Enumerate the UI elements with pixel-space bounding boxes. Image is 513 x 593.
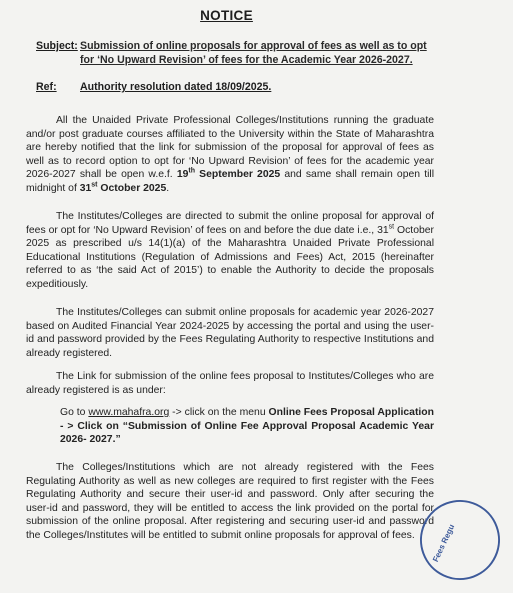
paragraph-1: All the Unaided Private Professional Colleges/Institutions running the graduate and/or post graduate courses affiliated to the University within the State of Maharashtra are hereby notified that the link for submission of the proposal for approval of fees as well as to record option to opt for ‘No Upward Revision’ of fees for the academic year 2026-2027 shall be open w.e.f. 19th September 2025 and same shall remain open till midnight of 31st October 2025. bbox=[26, 115, 435, 194]
ref-label: Ref: bbox=[36, 81, 57, 93]
portal-link[interactable]: www.mahafra.org bbox=[88, 407, 170, 418]
open-date: 19th September 2025 bbox=[176, 167, 281, 181]
paragraph-3: The Institutes/Colleges can submit online proposals for academic year 2026-2027 based on Audited Financial Year 2024-2025 by accessing the portal and using the user-id and password provided by the Fees Regulating Authority to respective Institutions and already registered. bbox=[26, 307, 434, 359]
authority-stamp: Fees Regu bbox=[407, 487, 513, 593]
portal-instructions: Go to www.mahafra.org -> click on the menu Online Fees Proposal Application - > Click on “Submission of Online Fee Approval Proposal Academic Year 2026- 2027.” bbox=[60, 407, 434, 446]
subject-label: Subject: bbox=[36, 40, 78, 52]
page-title: NOTICE bbox=[200, 8, 253, 23]
portal-menu-path: Online Fees Proposal Application - > Click on “Submission of Online Fee Approval Proposal Academic Year 2026- 2027.” bbox=[60, 407, 434, 446]
ref-text: Authority resolution dated 18/09/2025. bbox=[80, 81, 272, 93]
paragraph-6: The Colleges/Institutions which are not already registered with the Fees Regulating Authority as well as new colleges are required to first register with the Fees Regulating Authority and secure their user-id and password. Only after securing the user-id and password, they will be entitled to access the link provided on the portal for submission of the online proposal. After registering and securing user-id and password the Colleges/Institutes will be entitled to submit online proposals for approval of fees. bbox=[26, 462, 434, 541]
paragraph-4: The Link for submission of the online fees proposal to Institutes/Colleges who are already registered is as under: bbox=[26, 371, 434, 396]
paragraph-2: The Institutes/Colleges are directed to submit the online proposal for approval of fees or opt for ‘No Upward Revision’ of fees on and before the due date i.e., 31st October 2025 as prescribed u/s 14(1)(a) of the Maharashtra Unaided Private Professional Educational Institutions (Regulation of Admissions and Fees) Act, 2015 (hereinafter referred to as ‘the said Act of 2015’) to enable the Authority to decide the proposals expeditiously. bbox=[26, 211, 434, 290]
subject-text: Submission of online proposals for approval of fees as well as to opt for ‘No Upward Revision’ of fees for the Academic Year 2026-2027. bbox=[80, 40, 427, 66]
paragraph-1-text: All the Unaided Private Professional Colleges/Institutions running the graduate and/or post graduate courses affiliated to the University within the State of Maharashtra are hereby notified that the link for submission of the proposal for approval of fees as well as to record option to opt for ‘No Upward Revision’ of fees for the academic year 2026-2027 shall be open w.e.f. bbox=[26, 115, 434, 181]
close-date: 31st October 2025 bbox=[79, 181, 167, 194]
